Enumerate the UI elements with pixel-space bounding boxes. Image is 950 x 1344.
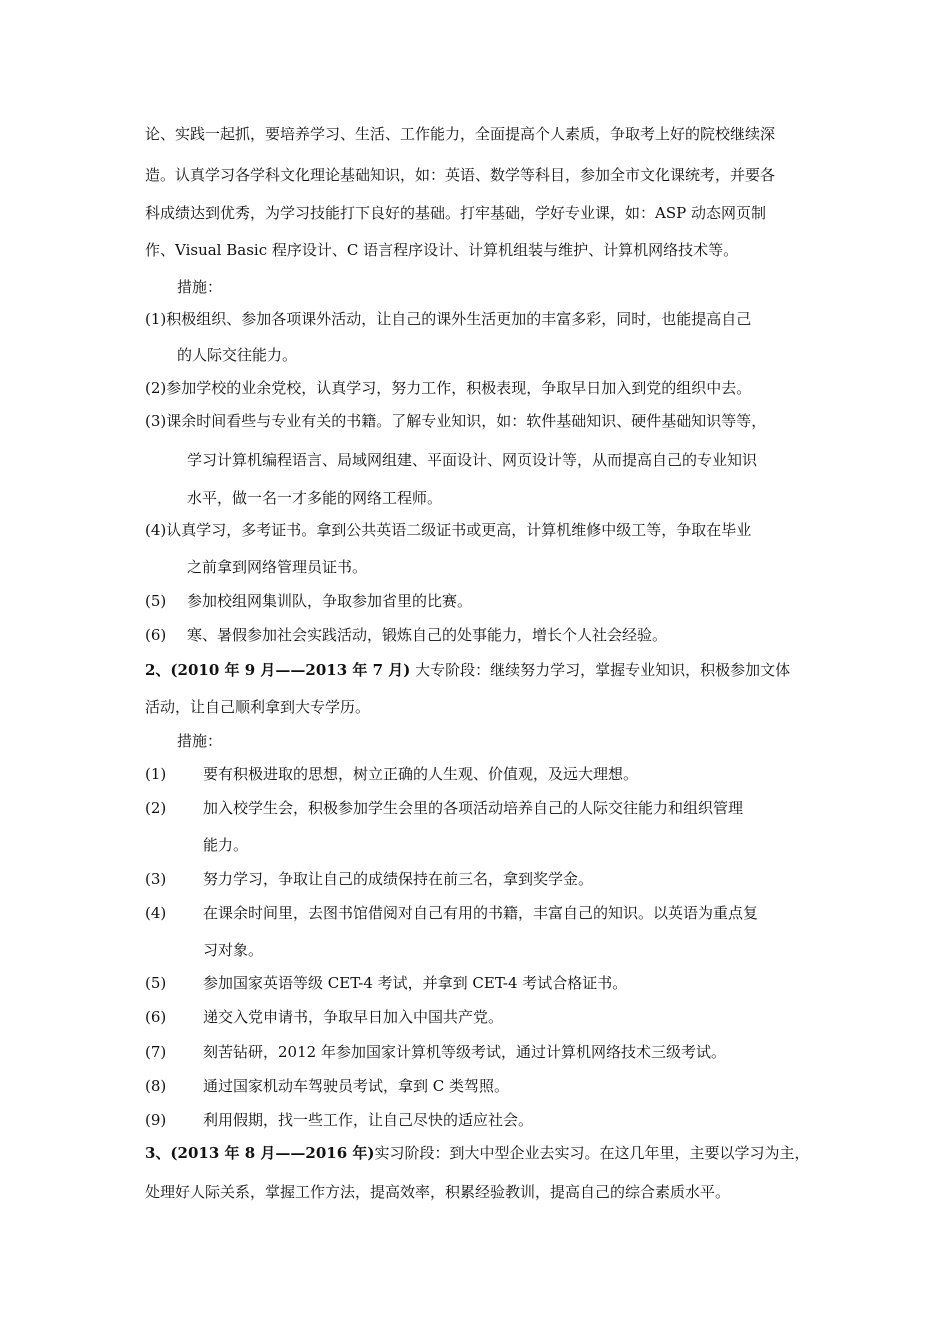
heading-date: 3、(2013 年 8 月——2016 年): [145, 1144, 375, 1162]
heading-text: 大专阶段：继续努力学习，掌握专业知识，积极参加文体: [415, 661, 791, 679]
section-heading-2: [145, 660, 790, 680]
list-item: [145, 798, 743, 818]
intro-line-4: 作、Visual Basic 程序设计、C 语言程序设计、计算机组装与维护、计算机网络技术等。: [145, 241, 739, 259]
item-text: 参加校组网集训队，争取参加省里的比赛。: [187, 592, 473, 610]
measures-label-1: 措施：: [177, 278, 223, 296]
list-item: [145, 411, 766, 431]
item-number: (1): [145, 310, 167, 328]
item-text: 努力学习，争取让自己的成绩保持在前三名，拿到奖学金。: [203, 870, 594, 888]
item-number: (6): [145, 626, 167, 644]
list-item: [145, 520, 751, 540]
item-number: (9): [145, 1111, 167, 1129]
list-item: [145, 625, 667, 645]
heading-date: 2、(2010 年 9 月——2013 年 7 月): [145, 661, 411, 679]
item-continuation: 能力。: [203, 836, 249, 854]
list-item: [145, 973, 627, 993]
list-item: [145, 1007, 503, 1027]
heading-continuation: 活动，让自己顺利拿到大专学历。: [145, 698, 371, 716]
list-item: [145, 591, 472, 611]
item-text: 刻苦钻研，2012 年参加国家计算机等级考试，通过计算机网络技术三级考试。: [203, 1043, 726, 1061]
list-item: [145, 1042, 726, 1062]
item-number: (2): [145, 799, 167, 817]
measures-label-2: 措施：: [177, 732, 223, 750]
item-number: (2): [145, 379, 167, 397]
item-number: (7): [145, 1043, 167, 1061]
item-continuation: 学习计算机编程语言、局域网组建、平面设计、网页设计等，从而提高自己的专业知识: [187, 451, 758, 469]
list-item: [145, 1076, 509, 1096]
item-number: (8): [145, 1077, 167, 1095]
item-text: 参加国家英语等级 CET-4 考试，并拿到 CET-4 考试合格证书。: [203, 974, 628, 992]
heading-text: 实习阶段：到大中型企业去实习。在这几年里，主要以学习为主，: [374, 1144, 810, 1162]
item-number: (3): [145, 412, 167, 430]
list-item: [145, 764, 638, 784]
item-number: (5): [145, 974, 167, 992]
list-item: [145, 309, 751, 329]
item-number: (4): [145, 521, 167, 539]
heading-continuation: 处理好人际关系，掌握工作方法，提高效率，积累经验教训，提高自己的综合素质水平。: [145, 1183, 731, 1201]
item-text: 递交入党申请书，争取早日加入中国共产党。: [203, 1008, 504, 1026]
item-number: (6): [145, 1008, 167, 1026]
intro-line-1: 论、实践一起抓，要培养学习、生活、工作能力，全面提高个人素质，争取考上好的院校继续深: [145, 125, 776, 143]
item-continuation: 习对象。: [203, 941, 264, 959]
item-continuation: 水平，做一名一才多能的网络工程师。: [187, 489, 443, 507]
list-item: [145, 869, 593, 889]
item-text: 加入校学生会，积极参加学生会里的各项活动培养自己的人际交往能力和组织管理: [203, 799, 744, 817]
item-text: 利用假期，找一些工作，让自己尽快的适应社会。: [203, 1111, 534, 1129]
item-text: 认真学习，多考证书。拿到公共英语二级证书或更高，计算机维修中级工等，争取在毕业: [166, 521, 752, 539]
item-number: (4): [145, 904, 167, 922]
item-text: 在课余时间里，去图书馆借阅对自己有用的书籍，丰富自己的知识。以英语为重点复: [203, 904, 759, 922]
item-text: 寒、暑假参加社会实践活动，锻炼自己的处事能力，增长个人社会经验。: [187, 626, 668, 644]
list-item: [145, 1110, 533, 1130]
list-item: [145, 903, 758, 923]
intro-line-2: 造。认真学习各学科文化理论基础知识，如：英语、数学等科目，参加全市文化课统考，并要各: [145, 166, 776, 184]
item-text: 积极组织、参加各项课外活动，让自己的课外生活更加的丰富多彩，同时，也能提高自己: [166, 310, 752, 328]
item-text: 通过国家机动车驾驶员考试，拿到 C 类驾照。: [203, 1077, 510, 1095]
item-number: (3): [145, 870, 167, 888]
item-text: 课余时间看些与专业有关的书籍。了解专业知识，如：软件基础知识、硬件基础知识等等，: [166, 412, 767, 430]
item-continuation: 的人际交往能力。: [177, 346, 298, 364]
list-item: [145, 378, 751, 398]
item-text: 要有积极进取的思想，树立正确的人生观、价值观，及远大理想。: [203, 765, 639, 783]
item-continuation: 之前拿到网络管理员证书。: [187, 558, 368, 576]
item-text: 参加学校的业余党校，认真学习，努力工作，积极表现，争取早日加入到党的组织中去。: [166, 379, 752, 397]
intro-line-3: 科成绩达到优秀，为学习技能打下良好的基础。打牢基础，学好专业课，如：ASP 动态网页制: [145, 204, 766, 222]
item-number: (1): [145, 765, 167, 783]
item-number: (5): [145, 592, 167, 610]
section-heading-3: [145, 1143, 809, 1163]
